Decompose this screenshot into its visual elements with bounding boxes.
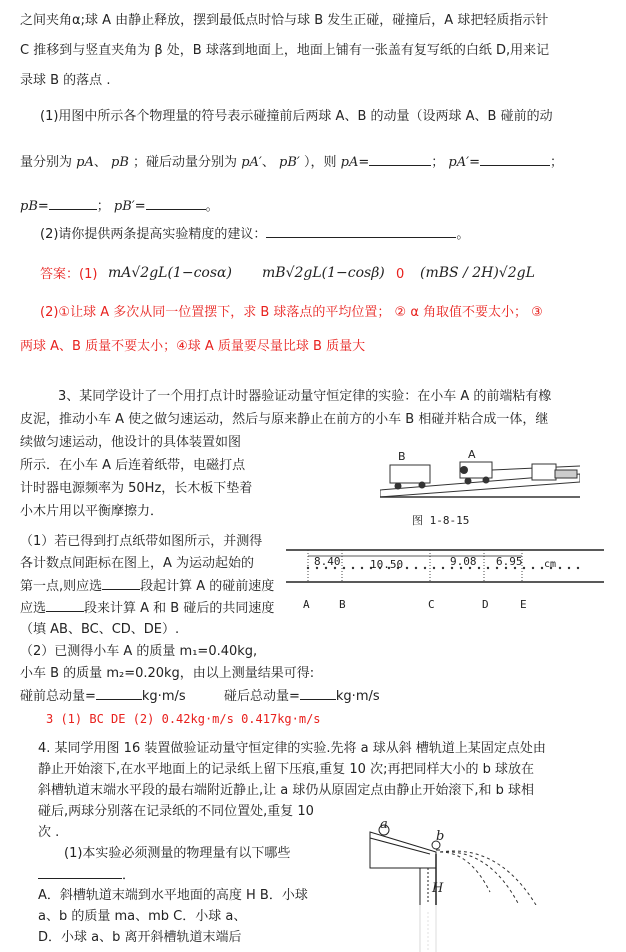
equals: = <box>134 199 146 214</box>
tape-dot <box>523 567 525 569</box>
blank-momentum-after[interactable] <box>300 687 336 700</box>
p3-line-6: 小木片用以平衡摩擦力． <box>20 504 164 519</box>
cart-b-wheel <box>395 483 402 490</box>
ball-a-label: a <box>380 817 388 832</box>
wood-block <box>555 470 577 478</box>
height-label: H <box>432 881 444 896</box>
tape-dot <box>559 567 561 569</box>
cart-a-wheel <box>483 477 490 484</box>
segment-label: 10.50 <box>370 558 404 571</box>
intro-line-2: C 推移到与竖直夹角为 β 处，B 球落到地面上，地面上铺有一张盖有复写纸的白纸 D,用来记 <box>20 43 550 58</box>
q1-text-c: ），则 <box>303 155 337 170</box>
segment-label: 8.40 <box>314 555 341 568</box>
symbol-pA-2: pA <box>340 155 359 170</box>
point-label: C <box>428 598 435 611</box>
blank-after-segment[interactable] <box>46 599 84 612</box>
q2-text: (2)请你提供两条提高实验精度的建议： <box>40 227 267 242</box>
p4-line-7-end: ． <box>122 868 136 883</box>
equals: = <box>469 155 480 170</box>
tape-dot <box>406 567 408 569</box>
answer-expr-4: (mBS / 2H)√2gL <box>420 265 535 281</box>
option-a: A．斜槽轨道末端到水平地面的高度 H B．小球 <box>38 888 308 903</box>
unit-before: kg·m/s <box>141 689 186 704</box>
q3-line-8 <box>20 687 186 706</box>
point-label: D <box>482 598 489 611</box>
blank-momentum-before[interactable] <box>96 687 142 700</box>
clay-ball <box>460 466 468 474</box>
unit-after: kg·m/s <box>335 689 380 704</box>
tape-dot <box>442 567 444 569</box>
tape-dot <box>307 567 309 569</box>
intro-line-3: 录球 B 的落点 . <box>20 73 111 88</box>
equals: = <box>37 199 49 214</box>
tape-dot <box>352 567 354 569</box>
p4-line-6: (1)本实验必须测量的物理量有以下哪些 <box>64 846 291 861</box>
point-label: A <box>303 598 310 611</box>
q1-line-1: (1)用图中所示各个物理量的符号表示碰撞前后两球 A、B 的动量（设两球 A、B 碰前的动 <box>40 109 553 124</box>
p4-line-1: 4. 某同学用图 16 装置做验证动量守恒定律的实验.先将 a 球从斜 槽轨道上某固定点处由 <box>38 741 546 756</box>
blank-before-segment[interactable] <box>102 577 140 590</box>
trajectory-2 <box>440 852 520 907</box>
q3-line-4 <box>20 599 274 618</box>
blank-pB[interactable] <box>49 197 97 210</box>
q3-line-4b: 段来计算 A 和 B 碰后的共同速度 <box>84 601 275 616</box>
tape-unit: cm <box>544 559 557 570</box>
cart-b <box>390 465 430 483</box>
tape-dot <box>568 567 570 569</box>
symbol-pB-after: pB′ <box>279 155 300 170</box>
equals: = <box>358 155 370 170</box>
tape-dot <box>541 567 543 569</box>
p3-line-5: 计时器电源频率为 50Hz，长木板下垫着 <box>20 481 253 496</box>
q3-line-1: （1）若已得到打点纸带如图所示，并测得 <box>20 534 263 549</box>
point-label: E <box>520 598 527 611</box>
tape-dot <box>361 567 363 569</box>
q3-line-2: 各计数点间距标在图上，A 为运动起始的 <box>20 556 255 571</box>
blank-suggestion[interactable] <box>266 225 456 238</box>
tape-dot <box>424 567 426 569</box>
answer-expr-1: mA√2gL(1−cosα) <box>108 265 232 281</box>
tape-dot <box>478 567 480 569</box>
q3-line-7: 小车 B 的质量 m₂=0.20kg，由以上测量结果可得: <box>20 666 315 681</box>
q3-line-8-right <box>224 687 380 706</box>
tape-dot <box>577 567 579 569</box>
segment-label: 9.08 <box>450 555 477 568</box>
timer <box>532 464 556 480</box>
tape-dot <box>343 567 345 569</box>
cart-b-wheel <box>419 482 426 489</box>
symbol-pA: pA <box>76 155 94 170</box>
cart-a-label: A <box>468 448 476 461</box>
p4-line-2: 静止开始滚下,在水平地面上的记录纸上留下压痕,重复 10 次;再把同样大小的 b 球放在 <box>38 762 534 777</box>
symbol-pB: pB <box>111 155 129 170</box>
q3-line-3a: 第一点,则应选 <box>20 579 103 594</box>
cart-a-wheel <box>465 478 472 485</box>
answer3: 3 (1) BC DE (2) 0.42kg·m/s 0.417kg·m/s <box>46 712 321 726</box>
q3-line-3 <box>20 577 274 596</box>
ball-b-label: b <box>436 829 445 844</box>
momentum-before-label: 碰前总动量= <box>20 689 96 704</box>
answer-expr-2: mB√2gL(1−cosβ) <box>262 265 385 281</box>
tape-dot <box>532 567 534 569</box>
momentum-after-label: 碰后总动量= <box>224 689 300 704</box>
symbol-pB-2: pB <box>20 199 38 214</box>
symbol-pA-after-2: pA′ <box>448 155 470 170</box>
answer-line-3: 两球 A、B 质量不要太小；④球 A 质量要尽量比球 B 质量大 <box>20 339 366 354</box>
q2-line <box>40 225 469 244</box>
intro-line-1: 之间夹角α;球 A 由静止释放，摆到最低点时恰与球 B 发生正碰，碰撞后，A 球把轻质指示针 <box>20 13 549 28</box>
blank-pB-after[interactable] <box>146 197 206 210</box>
trajectory-1 <box>440 852 490 892</box>
tape-dot <box>433 567 435 569</box>
period: 。 <box>456 227 470 242</box>
q1-text-a: 量分别为 <box>20 155 73 170</box>
point-label: B <box>339 598 346 611</box>
cart-diagram <box>380 440 580 500</box>
q3-line-6: （2）已测得小车 A 的质量 m₁=0.40kg, <box>20 644 258 659</box>
q1-line-3: pB= ； pB′= 。 <box>20 199 219 214</box>
figure-caption: 图 1-8-15 <box>412 514 470 527</box>
ramp <box>370 832 436 868</box>
p4-line-5: 次 . <box>38 825 60 840</box>
symbol-pB-after-2: pB′ <box>113 199 135 214</box>
p3-line-1: 3、某同学设计了一个用打点计时器验证动量守恒定律的实验：在小车 A 的前端粘有橡 <box>58 389 552 404</box>
answer-line-2: (2)①让球 A 多次从同一位置摆下，求 B 球落点的平均位置； ② α 角取值不要太小； ③ <box>40 305 543 320</box>
p4-line-4: 碰后,两球分别落在记录纸的不同位置处,重复 10 <box>38 804 314 819</box>
symbol-pA-after: pA′ <box>241 155 262 170</box>
cart-b-label: B <box>398 450 406 463</box>
segment-label: 6.95 <box>496 555 523 568</box>
blank-pA-after[interactable] <box>480 153 550 166</box>
q1-line-2: 量分别为 pA、 pB ；碰后动量分别为 pA′、 pB′ ），则 pA= ； pA′= ； <box>20 155 563 170</box>
q1-text-b: ；碰后动量分别为 <box>133 155 238 170</box>
p3-line-2: 皮泥，推动小车 A 使之做匀速运动，然后与原来静止在前方的小车 B 相碰并粘合成一体，继 <box>20 412 549 427</box>
period: 。 <box>205 199 219 214</box>
option-d: D．小球 a、b 离开斜槽轨道末端后 <box>38 930 242 945</box>
blank-measured-quantities[interactable] <box>38 866 122 879</box>
blank-pA[interactable] <box>369 153 431 166</box>
tape-dot <box>415 567 417 569</box>
q3-line-5: （填 AB、BC、CD、DE）. <box>20 622 180 637</box>
p4-line-7 <box>38 866 135 885</box>
answer-label: 答案：(1) <box>40 267 98 282</box>
answer-expr-3: 0 <box>396 267 405 282</box>
tape-dot <box>487 567 489 569</box>
option-b: a、b 的质量 ma、mb C．小球 a、 <box>38 909 247 924</box>
q3-line-3b: 段起计算 A 的碰前速度 <box>140 579 275 594</box>
p4-line-3: 斜槽轨道末端水平段的最右端附近静止,让 a 球仍从原固定点由静止开始滚下,和 b 球相 <box>38 783 535 798</box>
q3-line-4a: 应选 <box>20 601 47 616</box>
fade-overlay <box>250 905 626 952</box>
p3-line-3: 续做匀速运动，他设计的具体装置如图 <box>20 435 242 450</box>
p3-line-4: 所示．在小车 A 后连着纸带，电磁打点 <box>20 458 246 473</box>
